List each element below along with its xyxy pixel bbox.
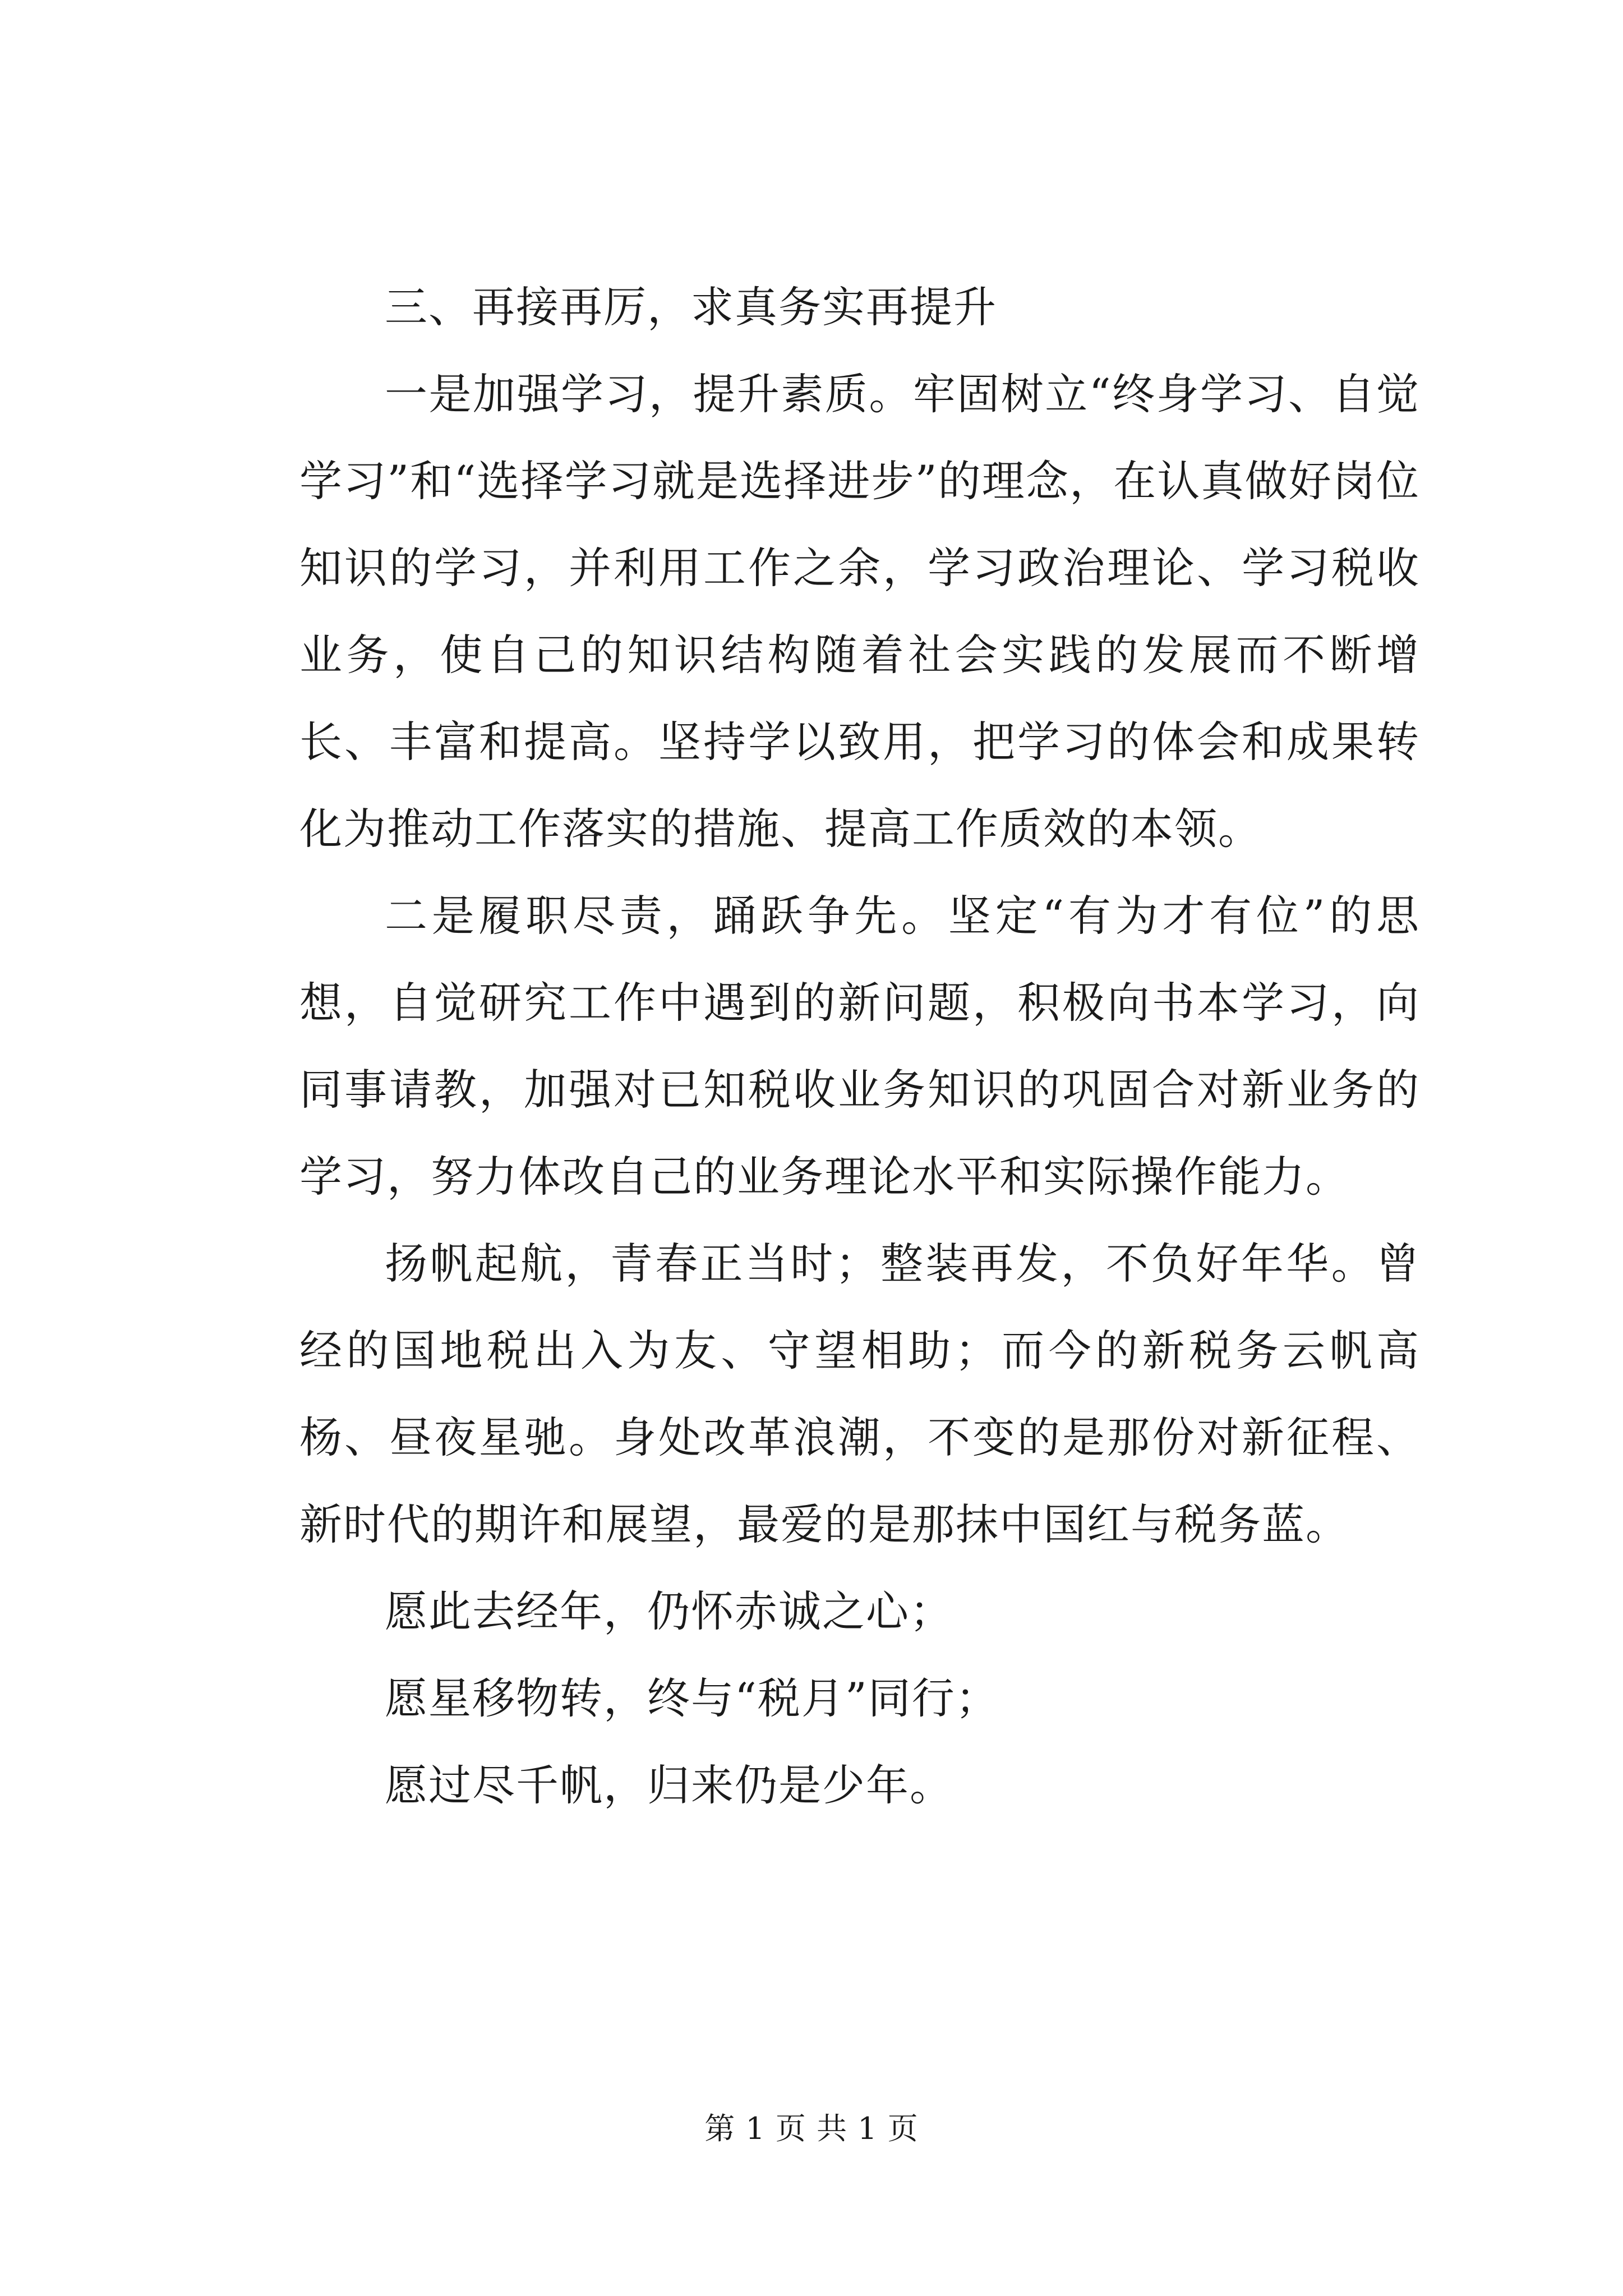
closing-line: 愿此去经年，仍怀赤诚之心； <box>385 1586 953 1636</box>
page-footer: 第 1 页 共 1 页 <box>704 2111 919 2146</box>
document-body <box>299 264 1420 1829</box>
paragraph-duty: 二是履职尽责，踊跃争先。坚定“有为才有位”的思想，自觉研究工作中遇到的新问题，积极向书本学习，向同事请教，加强对已知税收业务知识的巩固合对新业务的学习，努力体改自己的业务理论水平和实际操作能力。 <box>299 891 1420 1202</box>
closing-line: 愿过尽千帆，归来仍是少年。 <box>385 1760 953 1810</box>
section-heading: 三、再接再厉，求真务实再提升 <box>385 282 997 332</box>
paragraph-sail: 扬帆起航，青春正当时；整装再发，不负好年华。曾经的国地税出入为友、守望相助；而今的新税务云帆高杨、昼夜星驰。身处改革浪潮，不变的是那份对新征程、新时代的期许和展望，最爱的是那抹中国红与税务蓝。 <box>299 1239 1420 1549</box>
paragraph-study: 一是加强学习，提升素质。牢固树立“终身学习、自觉学习”和“选择学习就是选择进步”的理念，在认真做好岗位知识的学习，并利用工作之余，学习政治理论、学习税收业务，使自己的知识结构随着社会实践的发展而不断增长、丰富和提高。坚持学以致用，把学习的体会和成果转化为推动工作落实的措施、提高工作质效的本领。 <box>299 369 1420 854</box>
closing-line: 愿星移物转，终与“税月”同行； <box>385 1673 999 1723</box>
